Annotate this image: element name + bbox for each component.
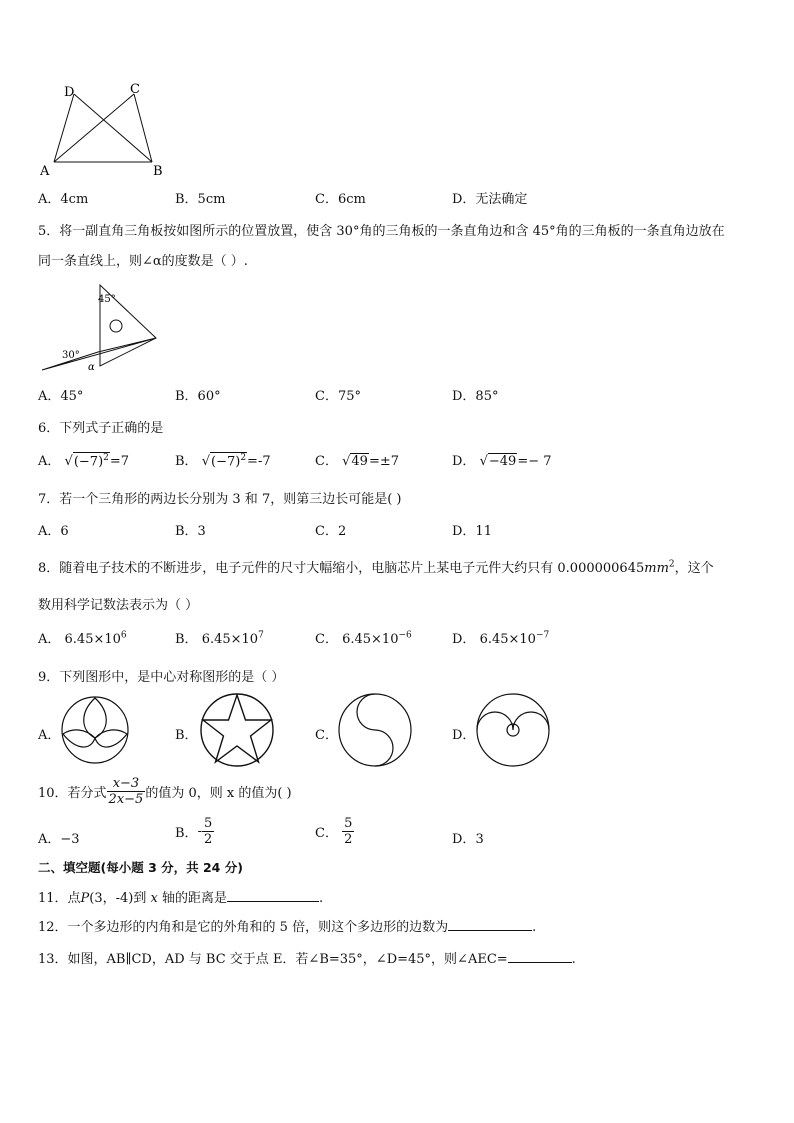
q7-stem: 7．若一个三角形的两边长分别为 3 和 7，则第三边长可能是( ) bbox=[38, 492, 402, 507]
q6-label-c: C． bbox=[315, 454, 338, 469]
label-d: D bbox=[64, 85, 75, 100]
label-c: C bbox=[130, 82, 140, 97]
q4-option-a[interactable]: A．4cm bbox=[38, 192, 89, 207]
q6-label-a: A． bbox=[38, 454, 61, 469]
q8-stem-line1: 8．随着电子技术的不断进步，电子元件的尺寸大幅缩小，电脑芯片上某电子元件大约只有 $0.000000645mm^2$，这个 bbox=[38, 559, 714, 576]
q8-option-b[interactable]: B． $6.45\times 10^7$ bbox=[175, 630, 264, 647]
angle-30-label: 30° bbox=[62, 350, 80, 361]
q10-option-b[interactable]: B．- $\frac{5}{2}$ bbox=[175, 816, 213, 847]
q9-figure-b-star-icon bbox=[198, 692, 276, 768]
sqrt-sign: √ $(-7)^2$ bbox=[201, 452, 247, 469]
q8-option-c[interactable]: C． $6.45\times 10^{-6}$ bbox=[315, 630, 412, 647]
q9-stem: 9．下列图形中，是中心对称图形的是（ ） bbox=[38, 670, 285, 685]
q9-figure-a-trefoil-icon bbox=[60, 694, 130, 766]
q6-option-c[interactable]: C． √ 49 =±7 bbox=[315, 454, 399, 469]
q9-label-b[interactable]: B． bbox=[175, 728, 198, 743]
q5-option-b[interactable]: B．60° bbox=[175, 389, 221, 404]
unit-mm: mm bbox=[644, 561, 669, 576]
segment-ad bbox=[54, 94, 74, 162]
q10-option-d[interactable]: D．3 bbox=[452, 832, 484, 847]
q7-option-a[interactable]: A．6 bbox=[38, 524, 69, 539]
q10-option-c[interactable]: C． $\frac{5}{2}$ bbox=[315, 816, 353, 847]
label-a: A bbox=[40, 164, 50, 179]
q5-option-c[interactable]: C．75° bbox=[315, 389, 361, 404]
sqrt-sign: √ $(-7)^2$ bbox=[64, 452, 109, 469]
q10-option-a[interactable]: A．−3 bbox=[38, 832, 80, 847]
triangle-hole bbox=[110, 320, 122, 332]
section-heading-fill-blank: 二、填空题(每小题 3 分，共 24 分) bbox=[38, 860, 243, 875]
q11-answer-blank[interactable] bbox=[227, 889, 319, 902]
q9-label-c[interactable]: C． bbox=[315, 728, 338, 743]
segment-bd bbox=[74, 94, 152, 162]
q6-option-b[interactable]: B． √ $(-7)^2$ =-7 bbox=[175, 452, 271, 469]
angle-alpha-label: α bbox=[88, 362, 95, 373]
fraction: $\frac{x-3}{2x-5}$ bbox=[108, 776, 144, 807]
q6-label-d: D． bbox=[452, 454, 476, 469]
q6-label-b: B． bbox=[175, 454, 198, 469]
q4-figure bbox=[36, 78, 176, 182]
q7-option-b[interactable]: B．3 bbox=[175, 524, 206, 539]
q11-stem: 11．点P(3，-4)到 x 轴的距离是 . bbox=[38, 891, 324, 906]
q6-option-a[interactable]: A． √ $(-7)^2$ =7 bbox=[38, 452, 130, 469]
q9-label-a[interactable]: A． bbox=[38, 728, 61, 743]
q7-option-c[interactable]: C．2 bbox=[315, 524, 347, 539]
q9-figure-d-heart-circle-icon bbox=[474, 692, 552, 768]
q5-option-d[interactable]: D．85° bbox=[452, 389, 499, 404]
q9-figure-c-yinyang-icon bbox=[336, 692, 414, 768]
fraction: $\frac{5}{2}$ bbox=[203, 816, 213, 847]
q8-option-a[interactable]: A． $6.45\times 10^6$ bbox=[38, 630, 127, 647]
q12-stem: 12．一个多边形的内角和是它的外角和的 5 倍，则这个多边形的边数为 . bbox=[38, 920, 537, 935]
segment-ac bbox=[54, 94, 134, 162]
q10-stem: 10．若分式 $\frac{x-3}{2x-5}$ 的值为 0，则 x 的值为( ) bbox=[38, 776, 292, 807]
angle-45-label: 45° bbox=[98, 294, 116, 305]
q5-figure bbox=[36, 280, 166, 376]
segment-bc bbox=[134, 94, 152, 162]
label-b: B bbox=[153, 164, 163, 179]
q4-option-b[interactable]: B．5cm bbox=[175, 192, 226, 207]
q8-stem-line2: 数用科学记数法表示为（ ） bbox=[38, 598, 199, 613]
q5-stem-line1: 5．将一副直角三角板按如图所示的位置放置，使含 30°角的三角板的一条直角边和含 45°角的三角板的一条直角边放在 bbox=[38, 224, 725, 239]
triangle-30 bbox=[42, 338, 156, 370]
q8-option-d[interactable]: D． $6.45\times 10^{-7}$ bbox=[452, 630, 550, 647]
q4-option-d[interactable]: D．无法确定 bbox=[452, 192, 528, 207]
q12-answer-blank[interactable] bbox=[448, 918, 532, 931]
q6-option-d[interactable]: D． √ −49 =− 7 bbox=[452, 454, 552, 469]
q13-answer-blank[interactable] bbox=[508, 950, 572, 963]
q9-label-d[interactable]: D． bbox=[452, 728, 476, 743]
q4-option-c[interactable]: C．6cm bbox=[315, 192, 366, 207]
fraction: $\frac{5}{2}$ bbox=[344, 816, 353, 847]
q13-stem: 13．如图，AB∥CD，AD 与 BC 交于点 E．若∠B=35°，∠D=45°，则∠AEC= . bbox=[38, 952, 576, 967]
q7-option-d[interactable]: D．11 bbox=[452, 524, 492, 539]
sqrt-sign: √ 49 bbox=[342, 454, 368, 469]
q5-option-a[interactable]: A．45° bbox=[38, 389, 84, 404]
sqrt-sign: √ −49 bbox=[479, 454, 517, 469]
q5-stem-line2: 同一条直线上，则∠α的度数是（ ）. bbox=[38, 254, 248, 269]
q6-stem: 6．下列式子正确的是 bbox=[38, 421, 164, 436]
